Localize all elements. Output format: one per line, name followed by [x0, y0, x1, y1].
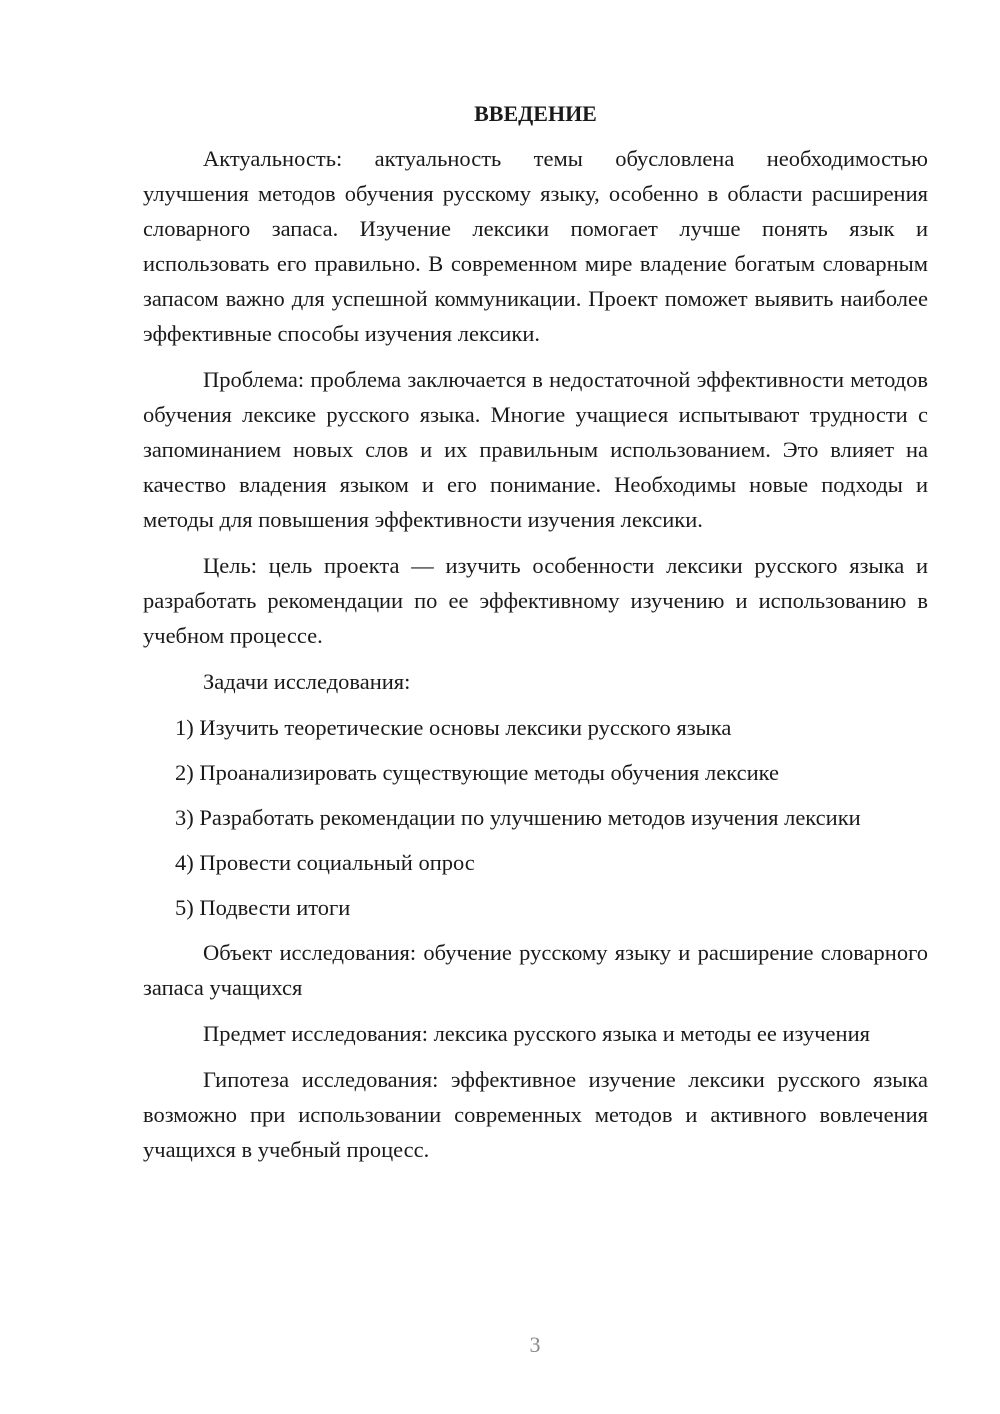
task-item-5: 5) Подвести итоги	[175, 895, 351, 920]
document-page	[143, 96, 928, 1178]
task-item-2: 2) Проанализировать существующие методы обучения лексике	[175, 760, 779, 785]
tasks-title: Задачи исследования:	[203, 669, 411, 694]
task-item-1: 1) Изучить теоретические основы лексики русского языка	[175, 715, 732, 740]
page-number: 3	[529, 1332, 541, 1357]
subject-paragraph: Предмет исследования: лексика русского языка и методы ее изучения	[203, 1021, 870, 1046]
task-item-3: 3) Разработать рекомендации по улучшению методов изучения лексики	[175, 805, 861, 830]
object-paragraph: Объект исследования: обучение русскому языку и расширение словарного запаса учащихся	[143, 940, 928, 1000]
problem-paragraph: Проблема: проблема заключается в недостаточной эффективности методов обучения лексике русского языка. Многие учащиеся испытывают трудности с запоминанием новых слов и их правильным использованием. Это влияет на качество владения языком и его понимание. Необходимы новые подходы и методы для повышения эффективности изучения лексики.	[143, 367, 928, 532]
task-item-4: 4) Провести социальный опрос	[175, 850, 475, 875]
relevance-paragraph: Актуальность: актуальность темы обусловлена необходимостью улучшения методов обучения русскому языку, особенно в области расширения словарного запаса. Изучение лексики помогает лучше понять язык и использовать его правильно. В современном мире владение богатым словарным запасом важно для успешной коммуникации. Проект поможет выявить наиболее эффективные способы изучения лексики.	[143, 146, 928, 346]
goal-paragraph: Цель: цель проекта — изучить особенности лексики русского языка и разработать рекомендации по ее эффективному изучению и использованию в учебном процессе.	[143, 553, 928, 648]
hypothesis-paragraph: Гипотеза исследования: эффективное изучение лексики русского языка возможно при использовании современных методов и активного вовлечения учащихся в учебный процесс.	[143, 1067, 928, 1162]
page-title: ВВЕДЕНИЕ	[474, 101, 597, 126]
